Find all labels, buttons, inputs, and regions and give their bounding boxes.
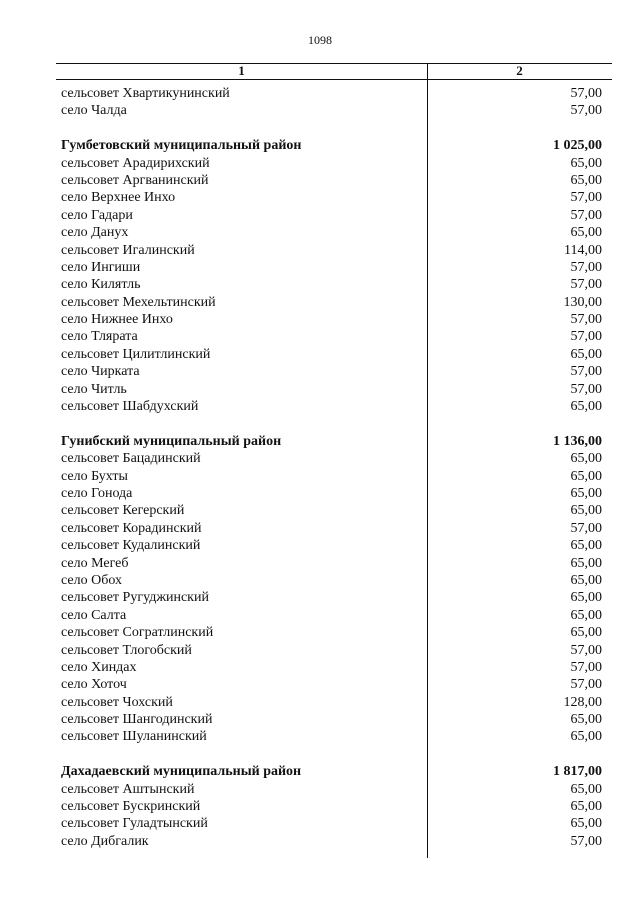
settlement-name: сельсовет Корадинский xyxy=(61,520,202,536)
table-header xyxy=(56,63,612,80)
settlement-name: сельсовет Аргванинский xyxy=(61,172,209,188)
table-row xyxy=(56,607,612,624)
spacer-row xyxy=(56,120,612,137)
settlement-value: 65,00 xyxy=(570,225,602,241)
table-row xyxy=(56,711,612,728)
table-row xyxy=(56,589,612,606)
table-row xyxy=(56,259,612,276)
settlement-value: 65,00 xyxy=(570,781,602,797)
table-row xyxy=(56,207,612,224)
district-row xyxy=(56,763,612,780)
table-row xyxy=(56,694,612,711)
district-row xyxy=(56,137,612,154)
settlement-name: сельсовет Игалинский xyxy=(61,242,195,258)
settlement-value: 65,00 xyxy=(570,172,602,188)
table-row xyxy=(56,224,612,241)
settlement-value: 130,00 xyxy=(563,294,602,310)
settlement-name: сельсовет Цилитлинский xyxy=(61,346,211,362)
district-total: 1 025,00 xyxy=(553,138,602,154)
settlement-value: 65,00 xyxy=(570,799,602,815)
settlement-value: 65,00 xyxy=(570,607,602,623)
settlement-name: сельсовет Мехельтинский xyxy=(61,294,216,310)
table-row xyxy=(56,276,612,293)
settlement-value: 57,00 xyxy=(570,312,602,328)
settlement-value: 57,00 xyxy=(570,381,602,397)
settlement-value: 128,00 xyxy=(563,694,602,710)
settlement-value: 65,00 xyxy=(570,155,602,171)
settlement-value: 65,00 xyxy=(570,485,602,501)
settlement-name: село Верхнее Инхо xyxy=(61,190,176,206)
settlement-value: 57,00 xyxy=(570,642,602,658)
settlement-value: 57,00 xyxy=(570,364,602,380)
settlement-name: село Гадари xyxy=(61,207,133,223)
district-row xyxy=(56,433,612,450)
settlement-value: 57,00 xyxy=(570,103,602,119)
settlement-name: село Хоточ xyxy=(61,677,127,693)
settlement-value: 65,00 xyxy=(570,399,602,415)
settlement-name: село Чирката xyxy=(61,364,140,380)
settlement-name: село Обох xyxy=(61,572,122,588)
table-row xyxy=(56,485,612,502)
settlement-value: 65,00 xyxy=(570,503,602,519)
table-row xyxy=(56,294,612,311)
district-name: Дахадаевский муниципальный район xyxy=(61,764,302,780)
settlement-value: 65,00 xyxy=(570,712,602,728)
table-row xyxy=(56,659,612,676)
district-name: Гумбетовский муниципальный район xyxy=(61,138,302,154)
settlement-name: сельсовет Кегерский xyxy=(61,503,185,519)
table-row xyxy=(56,624,612,641)
table-row xyxy=(56,676,612,693)
settlement-value: 57,00 xyxy=(570,520,602,536)
table-row xyxy=(56,815,612,832)
table-row xyxy=(56,398,612,415)
settlement-value: 65,00 xyxy=(570,590,602,606)
table-row xyxy=(56,242,612,259)
spacer-row xyxy=(56,415,612,432)
settlement-name: село Хиндах xyxy=(61,659,137,675)
table-row xyxy=(56,172,612,189)
table-row xyxy=(56,728,612,745)
settlement-value: 65,00 xyxy=(570,729,602,745)
settlement-name: сельсовет Шабдухский xyxy=(61,399,199,415)
table-row xyxy=(56,798,612,815)
table-row xyxy=(56,155,612,172)
table-row xyxy=(56,346,612,363)
table-row xyxy=(56,381,612,398)
settlement-name: сельсовет Арадирихский xyxy=(61,155,210,171)
settlement-value: 65,00 xyxy=(570,625,602,641)
settlement-name: село Тлярата xyxy=(61,329,138,345)
settlement-value: 57,00 xyxy=(570,677,602,693)
settlement-name: сельсовет Кудалинский xyxy=(61,538,201,554)
settlement-value: 65,00 xyxy=(570,816,602,832)
settlement-value: 65,00 xyxy=(570,468,602,484)
settlement-name: село Гонода xyxy=(61,485,133,501)
settlement-value: 57,00 xyxy=(570,207,602,223)
district-total: 1 817,00 xyxy=(553,764,602,780)
settlement-name: сельсовет Чохский xyxy=(61,694,173,710)
settlement-name: село Бухты xyxy=(61,468,128,484)
settlement-value: 65,00 xyxy=(570,572,602,588)
table-row xyxy=(56,311,612,328)
table-row xyxy=(56,572,612,589)
settlement-value: 57,00 xyxy=(570,277,602,293)
table-row xyxy=(56,363,612,380)
settlement-name: село Ингиши xyxy=(61,259,141,275)
table-row xyxy=(56,102,612,119)
table-row xyxy=(56,468,612,485)
settlement-value: 57,00 xyxy=(570,659,602,675)
table-body xyxy=(56,80,612,850)
table-row xyxy=(56,642,612,659)
district-total: 1 136,00 xyxy=(553,433,602,449)
table-row xyxy=(56,833,612,850)
page-number: 1098 xyxy=(308,33,332,47)
settlement-name: село Чалда xyxy=(61,103,127,119)
settlement-name: село Данух xyxy=(61,225,129,241)
table-row xyxy=(56,555,612,572)
district-name: Гунибский муниципальный район xyxy=(61,433,282,449)
settlement-name: село Мегеб xyxy=(61,555,129,571)
settlement-name: село Килятль xyxy=(61,277,141,293)
table-row xyxy=(56,781,612,798)
settlement-name: село Салта xyxy=(61,607,127,623)
settlement-name: село Дибгалик xyxy=(61,833,149,849)
settlement-name: сельсовет Хвартикунинский xyxy=(61,86,230,101)
table-row xyxy=(56,520,612,537)
spacer-row xyxy=(56,746,612,763)
settlement-value: 65,00 xyxy=(570,451,602,467)
settlement-value: 57,00 xyxy=(570,190,602,206)
settlement-name: сельсовет Гуладтынский xyxy=(61,816,208,832)
table-row xyxy=(56,189,612,206)
table-row xyxy=(56,502,612,519)
settlement-name: сельсовет Бускринский xyxy=(61,799,201,815)
settlement-name: сельсовет Шангодинский xyxy=(61,712,213,728)
settlement-name: сельсовет Согратлинский xyxy=(61,625,214,641)
settlement-name: сельсовет Бацадинский xyxy=(61,451,201,467)
settlement-value: 65,00 xyxy=(570,538,602,554)
settlement-value: 65,00 xyxy=(570,346,602,362)
settlement-value: 57,00 xyxy=(570,86,602,101)
table-row xyxy=(56,85,612,102)
table-row xyxy=(56,328,612,345)
table-row xyxy=(56,537,612,554)
settlement-name: село Нижнее Инхо xyxy=(61,312,173,328)
settlement-name: сельсовет Аштынский xyxy=(61,781,195,797)
settlement-name: сельсовет Тлогобский xyxy=(61,642,192,658)
header-col-1: 1 xyxy=(238,63,245,78)
data-table xyxy=(56,63,612,850)
settlement-name: село Читль xyxy=(61,381,127,397)
table-row xyxy=(56,450,612,467)
settlement-value: 57,00 xyxy=(570,329,602,345)
settlement-value: 114,00 xyxy=(564,242,602,258)
settlement-value: 57,00 xyxy=(570,259,602,275)
header-col-2: 2 xyxy=(516,63,523,78)
settlement-name: сельсовет Шуланинский xyxy=(61,729,207,745)
settlement-name: сельсовет Ругуджинский xyxy=(61,590,209,606)
settlement-value: 57,00 xyxy=(570,833,602,849)
settlement-value: 65,00 xyxy=(570,555,602,571)
